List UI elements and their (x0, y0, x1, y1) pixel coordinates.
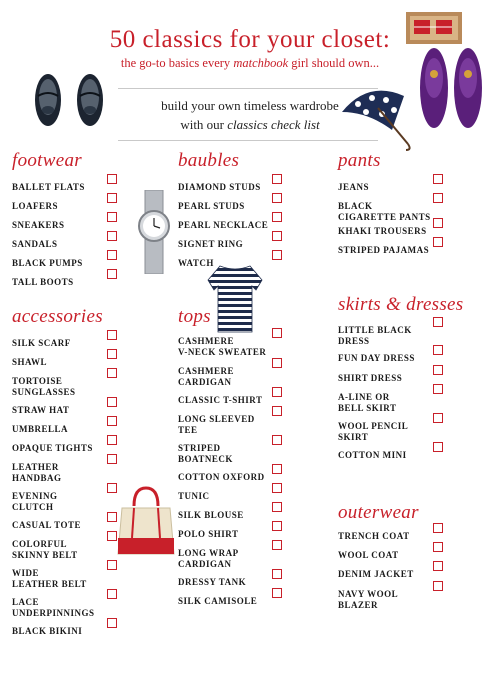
skirts-item-label: WOOL PENCIL SKIRT (338, 421, 409, 442)
outerwear-item-label: NAVY WOOL BLAZER (338, 589, 399, 610)
skirts-checkbox[interactable] (433, 345, 443, 355)
tops-checkbox[interactable] (272, 521, 282, 531)
baubles-item-label: DIAMOND STUDS (178, 182, 261, 192)
footwear-checkbox[interactable] (107, 193, 117, 203)
accessories-item-label: BLACK BIKINI (12, 626, 83, 636)
tops-item-label: CASHMERE CARDIGAN (178, 366, 235, 387)
tops-checkbox[interactable] (272, 406, 282, 416)
baubles-item-label: PEARL NECKLACE (178, 220, 269, 230)
footwear-checkbox[interactable] (107, 250, 117, 260)
accessories-item-label: WIDE LEATHER BELT (12, 568, 87, 589)
tops-checkbox[interactable] (272, 569, 282, 579)
canvas-tote-image (116, 486, 176, 556)
accessories-item-label: LACE UNDERPINNINGS (12, 597, 95, 618)
skirts-item-label: COTTON MINI (338, 450, 407, 460)
page-title: 50 classics for your closet: (109, 26, 391, 53)
footwear-item-label: SANDALS (12, 239, 58, 249)
accessories-checkbox[interactable] (107, 368, 117, 378)
accessories-checkbox[interactable] (107, 483, 117, 493)
tops-heading: tops (178, 306, 211, 327)
accessories-item-label: LEATHER HANDBAG (12, 462, 62, 483)
tops-checkbox[interactable] (272, 387, 282, 397)
accessories-checkbox[interactable] (107, 349, 117, 359)
footwear-checkbox[interactable] (107, 269, 117, 279)
tops-checkbox[interactable] (272, 435, 282, 445)
tops-item-label: TUNIC (178, 491, 210, 501)
outerwear-checkbox[interactable] (433, 523, 443, 533)
skirts-checkbox[interactable] (433, 384, 443, 394)
ballet-flats-image (28, 70, 116, 130)
outerwear-checkbox[interactable] (433, 581, 443, 591)
tops-item-label: SILK CAMISOLE (178, 596, 258, 606)
footwear-item-label: BALLET FLATS (12, 182, 85, 192)
tops-checkbox[interactable] (272, 328, 282, 338)
outerwear-item-label: DENIM JACKET (338, 569, 414, 579)
skirts-checkbox[interactable] (433, 317, 443, 327)
skirts-item-label: FUN DAY DRESS (338, 353, 415, 363)
build-wardrobe-text: build your own timeless wardrobe with our classics check list (161, 98, 339, 132)
outerwear-checkbox[interactable] (433, 561, 443, 571)
accessories-item-label: SILK SCARF (12, 338, 71, 348)
footwear-item-label: BLACK PUMPS (12, 258, 83, 268)
baubles-item-label: PEARL STUDS (178, 201, 245, 211)
tops-item-label: DRESSY TANK (178, 577, 247, 587)
footwear-checkbox[interactable] (107, 174, 117, 184)
tops-item-label: LONG SLEEVED TEE (178, 414, 255, 435)
skirts-checkbox[interactable] (433, 413, 443, 423)
outerwear-heading: outerwear (338, 502, 419, 523)
outerwear-item-label: TRENCH COAT (338, 531, 410, 541)
tops-item-label: COTTON OXFORD (178, 472, 265, 482)
footwear-item-label: SNEAKERS (12, 220, 65, 230)
pants-checkbox[interactable] (433, 193, 443, 203)
accessories-checkbox[interactable] (107, 416, 117, 426)
pants-item-label: BLACK CIGARETTE PANTS (338, 201, 431, 222)
tops-checkbox[interactable] (272, 358, 282, 368)
accessories-item-label: TORTOISE SUNGLASSES (12, 376, 76, 397)
skirts-item-label: LITTLE BLACK DRESS (338, 325, 412, 346)
outerwear-checkbox[interactable] (433, 542, 443, 552)
pants-item-label: STRIPED PAJAMAS (338, 245, 430, 255)
footwear-item-label: LOAFERS (12, 201, 59, 211)
accessories-checkbox[interactable] (107, 512, 117, 522)
accessories-item-label: UMBRELLA (12, 424, 69, 434)
footwear-checkbox[interactable] (107, 212, 117, 222)
skirts-heading: skirts & dresses (338, 294, 464, 315)
baubles-checkbox[interactable] (272, 174, 282, 184)
accessories-item-label: SHAWL (12, 357, 48, 367)
umbrella-image (338, 82, 418, 152)
skirts-item-label: SHIRT DRESS (338, 373, 403, 383)
accessories-checkbox[interactable] (107, 589, 117, 599)
tops-checkbox[interactable] (272, 483, 282, 493)
skirts-checkbox[interactable] (433, 442, 443, 452)
wristwatch-image (134, 190, 174, 274)
skirts-item-label: A-LINE OR BELL SKIRT (338, 392, 397, 413)
accessories-checkbox[interactable] (107, 618, 117, 628)
baubles-item-label: WATCH (178, 258, 214, 268)
accessories-item-label: CASUAL TOTE (12, 520, 81, 530)
tops-checkbox[interactable] (272, 464, 282, 474)
baubles-checkbox[interactable] (272, 231, 282, 241)
tops-checkbox[interactable] (272, 588, 282, 598)
accessories-checkbox[interactable] (107, 435, 117, 445)
tops-item-label: SILK BLOUSE (178, 510, 244, 520)
accessories-item-label: STRAW HAT (12, 405, 70, 415)
tops-item-label: STRIPED BOATNECK (178, 443, 233, 464)
footwear-item-label: TALL BOOTS (12, 277, 74, 287)
pants-item-label: JEANS (338, 182, 370, 192)
pants-checkbox[interactable] (433, 237, 443, 247)
baubles-checkbox[interactable] (272, 212, 282, 222)
velvet-loafers-image (412, 42, 492, 134)
accessories-checkbox[interactable] (107, 454, 117, 464)
striped-tee-image (206, 262, 264, 334)
baubles-heading: baubles (178, 150, 240, 171)
pants-checkbox[interactable] (433, 174, 443, 184)
tops-item-label: CASHMERE V-NECK SWEATER (178, 336, 267, 357)
accessories-item-label: COLORFUL SKINNY BELT (12, 539, 78, 560)
tops-item-label: POLO SHIRT (178, 529, 239, 539)
tops-checkbox[interactable] (272, 502, 282, 512)
accessories-checkbox[interactable] (107, 560, 117, 570)
baubles-checkbox[interactable] (272, 193, 282, 203)
page-subtitle: the go-to basics every matchbook girl should own... (120, 56, 380, 70)
footwear-heading: footwear (12, 150, 82, 171)
pants-heading: pants (338, 150, 381, 171)
gift-box-image (404, 6, 464, 46)
pants-checkbox[interactable] (433, 218, 443, 228)
tops-item-label: CLASSIC T-SHIRT (178, 395, 263, 405)
baubles-item-label: SIGNET RING (178, 239, 244, 249)
accessories-item-label: OPAQUE TIGHTS (12, 443, 93, 453)
accessories-item-label: EVENING CLUTCH (12, 491, 58, 512)
baubles-checkbox[interactable] (272, 250, 282, 260)
accessories-checkbox[interactable] (107, 397, 117, 407)
footwear-checkbox[interactable] (107, 231, 117, 241)
accessories-checkbox[interactable] (107, 330, 117, 340)
skirts-checkbox[interactable] (433, 365, 443, 375)
pants-item-label: KHAKI TROUSERS (338, 226, 427, 236)
accessories-checkbox[interactable] (107, 531, 117, 541)
outerwear-item-label: WOOL COAT (338, 550, 399, 560)
tops-checkbox[interactable] (272, 540, 282, 550)
accessories-heading: accessories (12, 306, 103, 327)
tops-item-label: LONG WRAP CARDIGAN (178, 548, 239, 569)
